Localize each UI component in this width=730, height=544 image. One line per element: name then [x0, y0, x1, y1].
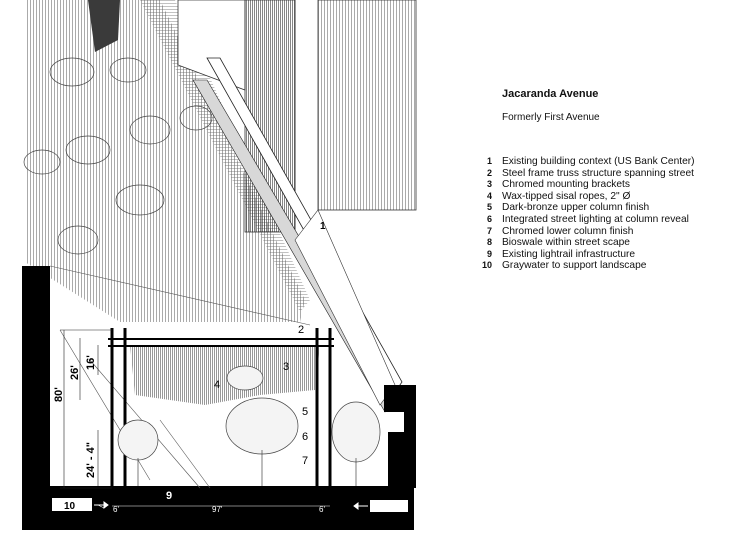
legend-text: Existing building context (US Bank Center) — [502, 156, 695, 167]
legend-text: Graywater to support landscape — [502, 260, 647, 272]
callout-6: 6 — [302, 431, 309, 443]
callout-5: 5 — [302, 406, 309, 418]
legend-text: Bioswale within street scape — [502, 237, 630, 249]
callout-4: 4 — [214, 379, 221, 391]
legend-item — [476, 191, 726, 203]
legend-number: 1 — [486, 156, 492, 166]
diagram-title: Jacaranda Avenue — [502, 88, 599, 100]
right-label-box — [370, 500, 408, 512]
callout-3: 3 — [283, 361, 290, 373]
diagram-subtitle: Formerly First Avenue — [502, 112, 600, 123]
legend-number: 6 — [486, 213, 492, 224]
legend-item — [476, 156, 726, 168]
legend-item — [476, 226, 726, 238]
legend-number: 7 — [486, 225, 492, 236]
legend-item — [476, 249, 726, 261]
callout-9: 9 — [166, 490, 173, 502]
legend-item — [476, 168, 726, 180]
legend-text: Chromed mounting brackets — [502, 179, 630, 191]
legend-text: Integrated street lighting at column reveal — [502, 213, 689, 225]
dimension-6ft-right: 6' — [319, 505, 325, 514]
legend-text: Chromed lower column finish — [502, 225, 634, 237]
sisal-rope-curtain — [130, 345, 320, 405]
callout-1: 1 — [320, 221, 326, 232]
dimension-26ft: 26' — [69, 365, 81, 380]
legend-item — [476, 260, 726, 272]
legend-item — [476, 237, 726, 249]
legend-number: 4 — [486, 190, 492, 201]
legend-item — [476, 214, 726, 226]
dimension-80ft: 80' — [53, 387, 65, 402]
legend-number: 3 — [486, 179, 492, 190]
legend-number: 5 — [486, 202, 492, 213]
legend-text: Wax-tipped sisal ropes, 2" Ø — [502, 190, 631, 202]
legend — [476, 156, 726, 272]
legend-text: Steel frame truss structure spanning street — [502, 167, 694, 179]
dimension-16ft: 16' — [85, 355, 97, 370]
legend-item — [476, 202, 726, 214]
callout-7: 7 — [302, 455, 309, 467]
legend-number: 8 — [486, 237, 492, 248]
legend-number: 10 — [481, 260, 492, 271]
callout-2: 2 — [298, 324, 305, 336]
legend-number: 2 — [486, 167, 492, 178]
callout-10: 10 — [64, 501, 76, 512]
legend-text: Dark-bronze upper column finish — [502, 202, 650, 214]
legend-text: Existing lightrail infrastructure — [502, 248, 636, 260]
legend-item — [476, 179, 726, 191]
dimension-97ft: 97' — [212, 505, 223, 514]
dimension-24ft-4in: 24' - 4" — [85, 442, 97, 478]
dimension-6ft-left: 6' — [113, 505, 119, 514]
legend-number: 9 — [486, 248, 492, 259]
